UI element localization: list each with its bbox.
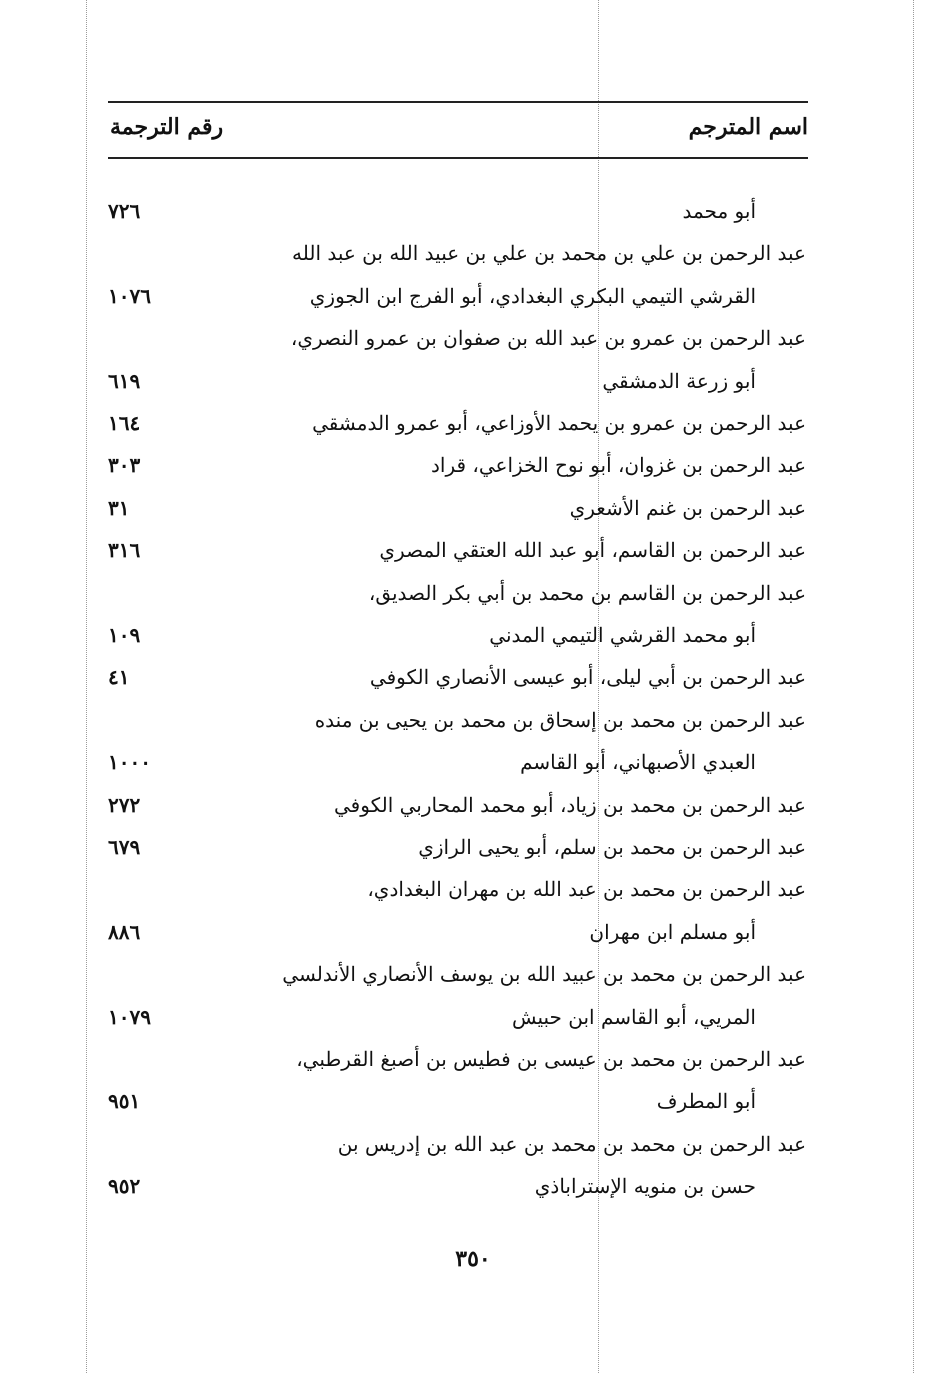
index-row [0,699,946,741]
entry-name: عبد الرحمن بن محمد بن سلم، أبو يحيى الرازي [418,835,806,859]
index-row [0,996,946,1038]
index-row [0,402,946,444]
entry-number: ٦٧٩ [108,835,141,859]
entry-name: أبو زرعة الدمشقي [602,369,756,393]
entry-name: عبد الرحمن بن علي بن محمد بن علي بن عبيد الله بن عبد الله [292,241,806,265]
index-row [0,911,946,953]
entry-number: ١٠٩ [108,623,141,647]
page-number: ٣٥٠ [455,1246,491,1272]
index-row [0,190,946,232]
entry-number: ٩٥١ [108,1089,141,1113]
header-top-rule [108,101,808,103]
entry-name: عبد الرحمن بن أبي ليلى، أبو عيسى الأنصاري الكوفي [369,665,806,689]
number-column-header: رقم الترجمة [110,114,224,140]
index-row [0,487,946,529]
index-row [0,868,946,910]
entry-number: ٣٠٣ [108,453,141,477]
index-row [0,360,946,402]
entry-number: ٤١ [108,665,130,689]
entry-number: ١٠٧٦ [108,284,151,308]
index-row [0,826,946,868]
entry-number: ١٦٤ [108,411,141,435]
index-row [0,1038,946,1080]
entry-name: أبو مسلم ابن مهران [589,920,756,944]
entry-name: عبد الرحمن بن عمرو بن يحمد الأوزاعي، أبو عمرو الدمشقي [312,411,806,435]
entry-number: ٦١٩ [108,369,141,393]
entry-name: أبو المطرف [656,1089,756,1113]
entry-name: عبد الرحمن بن محمد بن عيسى بن فطيس بن أصبغ القرطبي، [296,1047,806,1071]
entry-name: عبد الرحمن بن غزوان، أبو نوح الخزاعي، قراد [431,453,806,477]
index-row [0,572,946,614]
entry-number: ٧٢٦ [108,199,141,223]
entry-number: ٣١ [108,496,130,520]
entry-number: ١٠٧٩ [108,1005,151,1029]
index-row [0,275,946,317]
entry-number: ٢٧٢ [108,793,141,817]
entry-name: عبد الرحمن بن محمد بن عبد الله بن مهران البغدادي، [367,877,806,901]
index-row [0,1123,946,1165]
index-row [0,953,946,995]
entry-name: أبو محمد [682,199,756,223]
index-row [0,317,946,359]
entry-name: أبو محمد القرشي التيمي المدني [489,623,756,647]
entry-name: عبد الرحمن بن محمد بن زياد، أبو محمد المحاربي الكوفي [334,793,806,817]
entry-name: عبد الرحمن بن غنم الأشعري [569,496,806,520]
entry-name: عبد الرحمن بن محمد بن عبيد الله بن يوسف الأنصاري الأندلسي [282,962,806,986]
index-row [0,741,946,783]
entry-name: عبد الرحمن بن محمد بن إسحاق بن محمد بن يحيى بن منده [314,708,806,732]
entry-number: ٨٨٦ [108,920,141,944]
entry-name: عبد الرحمن بن عمرو بن عبد الله بن صفوان بن عمرو النصري، [290,326,806,350]
entry-number: ١٠٠٠ [108,750,151,774]
index-row [0,656,946,698]
entry-number: ٣١٦ [108,538,141,562]
entry-name: المريي، أبو القاسم ابن حبيش [511,1005,756,1029]
index-row [0,1165,946,1207]
entry-name: القرشي التيمي البكري البغدادي، أبو الفرج ابن الجوزي [309,284,756,308]
index-row [0,784,946,826]
index-row [0,444,946,486]
entry-name: عبد الرحمن بن القاسم بن محمد بن أبي بكر الصديق، [368,581,806,605]
entry-name: العبدي الأصبهاني، أبو القاسم [520,750,756,774]
index-row [0,614,946,656]
index-row [0,1080,946,1122]
index-row [0,232,946,274]
entry-name: حسن بن منويه الإستراباذي [534,1174,756,1198]
name-column-header: اسم المترجم [688,114,808,140]
entry-number: ٩٥٢ [108,1174,141,1198]
entry-name: عبد الرحمن بن محمد بن محمد بن عبد الله بن إدريس بن [337,1132,806,1156]
header-bottom-rule [108,157,808,159]
index-row [0,529,946,571]
entry-name: عبد الرحمن بن القاسم، أبو عبد الله العتقي المصري [379,538,806,562]
